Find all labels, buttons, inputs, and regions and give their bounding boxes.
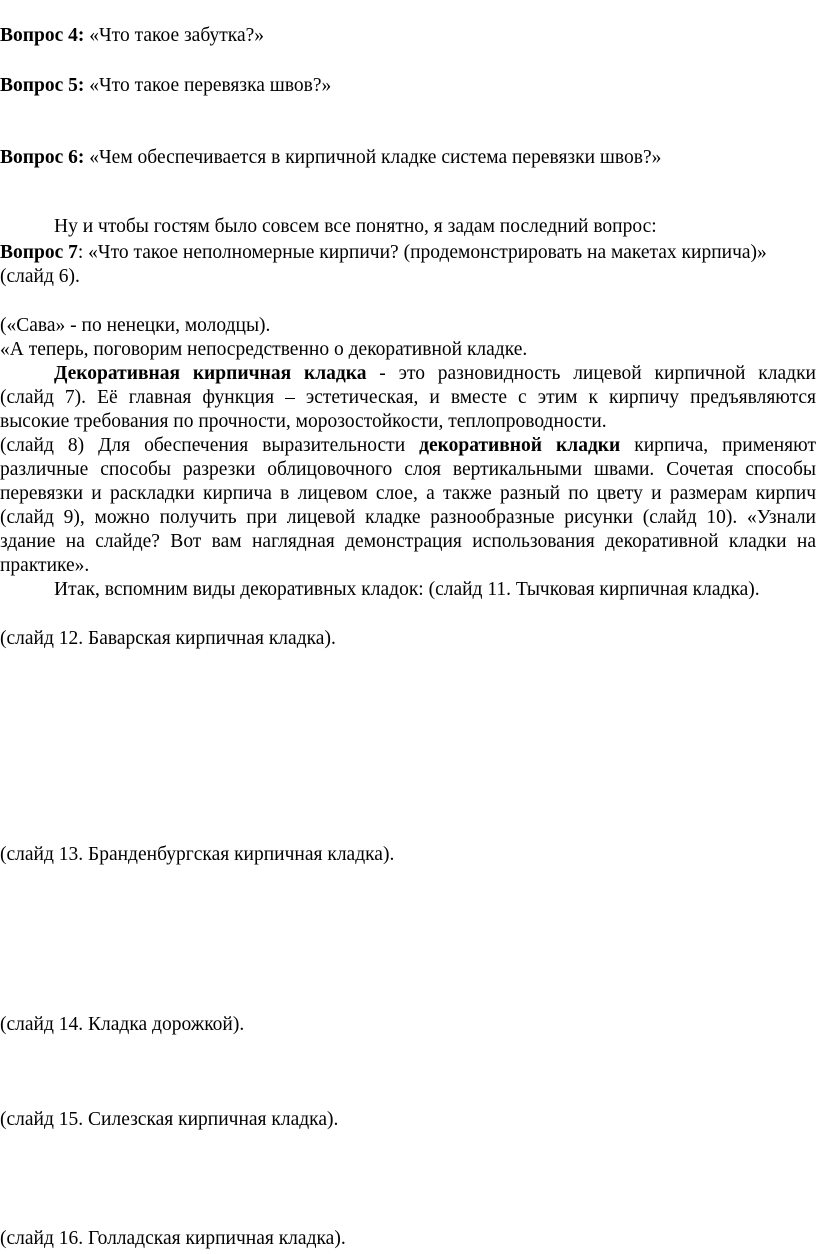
slide-8-line-2: различные способы разрезки облицовочного слоя вертикальными швами. Сочетая способы	[0, 459, 816, 480]
question-5-text: «Что такое перевязка швов?»	[84, 75, 332, 96]
definition-term: Декоративная кирпичная кладка	[54, 363, 367, 384]
question-7-intro: Ну и чтобы гостям было совсем все понятно, я задам последний вопрос:	[54, 216, 657, 237]
slide-14: (слайд 14. Кладка дорожкой).	[0, 1014, 245, 1035]
slide-8-line-6: практике».	[0, 555, 90, 576]
sava-line: («Сава» - по ненецки, молодцы).	[0, 315, 271, 336]
definition-line-1: Декоративная кирпичная кладка - это разновидность лицевой кирпичной кладки	[54, 363, 816, 384]
definition-line-3: высокие требования по прочности, морозостойкости, теплопроводности.	[0, 411, 607, 432]
slide-8-line-3: перевязки и раскладки кирпича в лицевом слое, а также разный по цвету и размерам кирпич	[0, 483, 816, 504]
slide-8-line-1: (слайд 8) Для обеспечения выразительности декоративной кладки кирпича, применяют	[0, 435, 816, 456]
question-7-continuation: (слайд 6).	[0, 266, 80, 287]
question-6-text: «Чем обеспечивается в кирпичной кладке система перевязки швов?»	[84, 147, 662, 168]
slide-8-line-5: здание на слайде? Вот вам наглядная демонстрация использования декоративной кладки на	[0, 531, 816, 552]
question-7-label: Вопрос 7	[0, 242, 78, 263]
question-4-label: Вопрос 4:	[0, 25, 85, 46]
types-intro: Итак, вспомним виды декоративных кладок: (слайд 11. Тычковая кирпичная кладка).	[54, 579, 760, 600]
question-5-label: Вопрос 5:	[0, 75, 85, 96]
definition-line-2: (слайд 7). Её главная функция – эстетическая, и вместе с этим к кирпичу предъявляются	[0, 387, 816, 408]
question-4	[0, 24, 264, 48]
question-6-label: Вопрос 6:	[0, 147, 85, 168]
question-7-text: : «Что такое неполномерные кирпичи? (продемонстрировать на макетах кирпича)»	[77, 242, 767, 263]
question-6	[0, 146, 661, 170]
question-4-text: «Что такое забутка?»	[84, 25, 265, 46]
slide-16: (слайд 16. Голладская кирпичная кладка).	[0, 1228, 346, 1249]
slide-12: (слайд 12. Баварская кирпичная кладка).	[0, 628, 336, 649]
now-line: «А теперь, поговорим непосредственно о декоративной кладке.	[0, 339, 528, 360]
question-7	[0, 241, 767, 265]
decorative-masonry-term: декоративной кладки	[419, 435, 621, 456]
slide-8-line-4: (слайд 9), можно получить при лицевой кладке разнообразные рисунки (слайд 10). «Узнали	[0, 507, 816, 528]
slide-13: (слайд 13. Бранденбургская кирпичная кладка).	[0, 844, 395, 865]
question-5	[0, 74, 331, 98]
slide-15: (слайд 15. Силезская кирпичная кладка).	[0, 1109, 339, 1130]
